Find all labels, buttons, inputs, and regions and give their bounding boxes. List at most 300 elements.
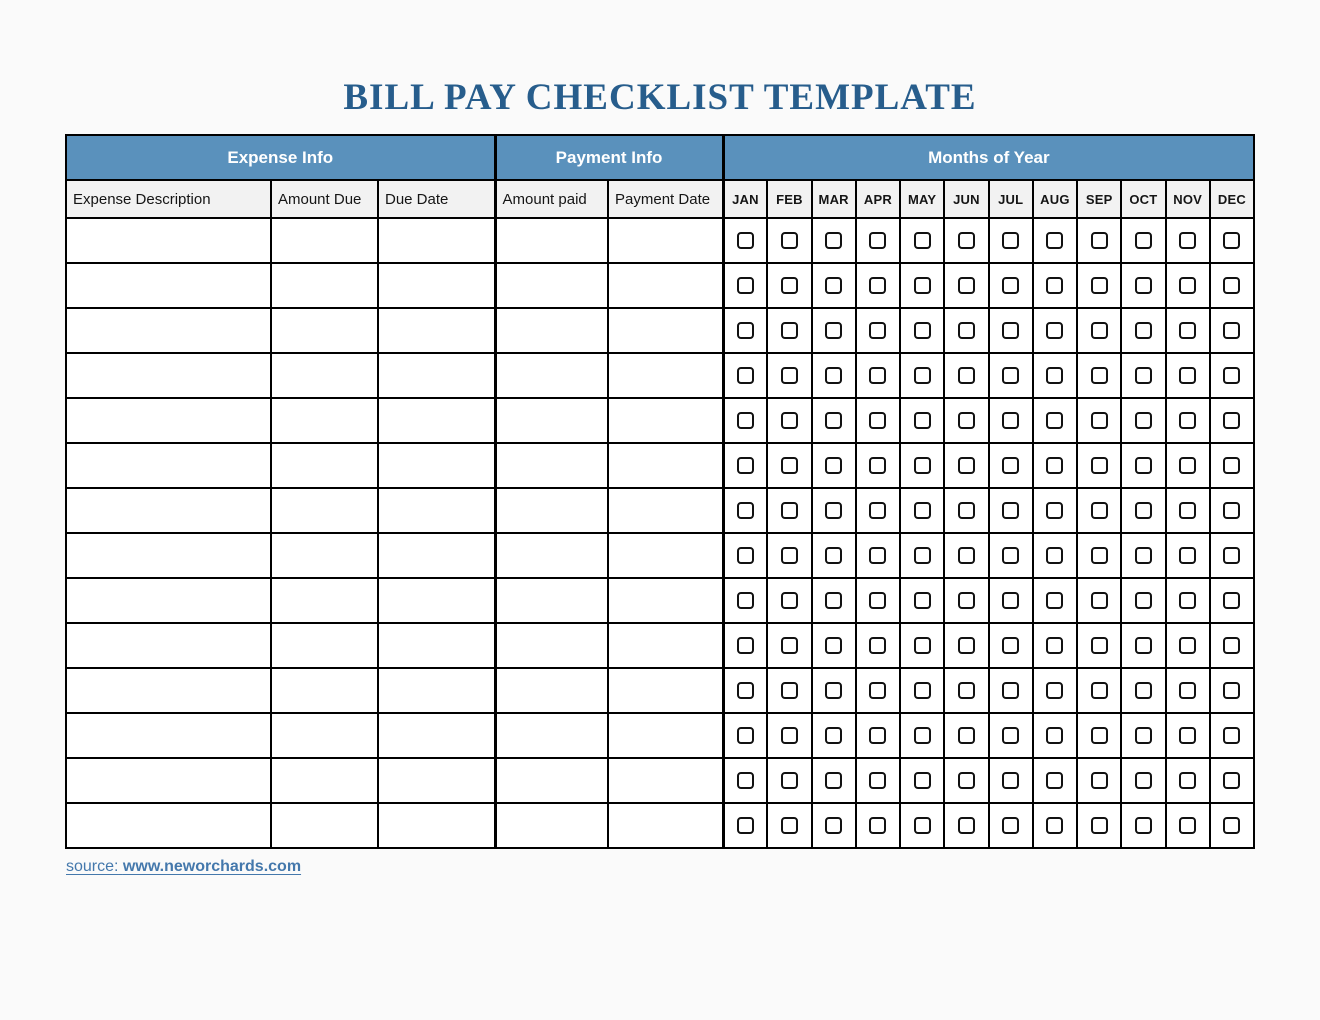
entry-cell-expense-description[interactable]: [66, 533, 271, 578]
checkbox-sep[interactable]: [1091, 277, 1108, 294]
entry-cell-payment-date[interactable]: [608, 218, 723, 263]
checkbox-jan[interactable]: [737, 367, 754, 384]
checkbox-jul[interactable]: [1002, 592, 1019, 609]
checkbox-oct[interactable]: [1135, 682, 1152, 699]
checkbox-may[interactable]: [914, 502, 931, 519]
checkbox-nov[interactable]: [1179, 367, 1196, 384]
entry-cell-payment-date[interactable]: [608, 533, 723, 578]
checkbox-oct[interactable]: [1135, 817, 1152, 834]
month-cell-mar: [812, 533, 856, 578]
entry-cell-due-date[interactable]: [378, 533, 495, 578]
checkbox-jul[interactable]: [1002, 457, 1019, 474]
entry-cell-amount-due[interactable]: [271, 488, 378, 533]
month-cell-feb: [767, 668, 811, 713]
month-cell-may: [900, 803, 944, 848]
month-cell-sep: [1077, 578, 1121, 623]
source-line: [66, 858, 1320, 876]
entry-cell-due-date[interactable]: [378, 668, 495, 713]
checkbox-oct[interactable]: [1135, 637, 1152, 654]
month-cell-apr: [856, 623, 900, 668]
checkbox-sep[interactable]: [1091, 772, 1108, 789]
checkbox-oct[interactable]: [1135, 412, 1152, 429]
entry-cell-amount-due[interactable]: [271, 623, 378, 668]
entry-cell-payment-date[interactable]: [608, 668, 723, 713]
entry-cell-amount-due[interactable]: [271, 263, 378, 308]
checkbox-jan[interactable]: [737, 547, 754, 564]
checkbox-jul[interactable]: [1002, 727, 1019, 744]
checkbox-mar[interactable]: [825, 367, 842, 384]
checkbox-nov[interactable]: [1179, 277, 1196, 294]
entry-cell-amount-paid[interactable]: [495, 578, 608, 623]
month-cell-jul: [989, 803, 1033, 848]
checkbox-feb[interactable]: [781, 367, 798, 384]
checkbox-feb[interactable]: [781, 457, 798, 474]
month-cell-may: [900, 398, 944, 443]
checkbox-nov[interactable]: [1179, 457, 1196, 474]
source-link[interactable]: [66, 858, 301, 875]
checkbox-jul[interactable]: [1002, 367, 1019, 384]
checkbox-feb[interactable]: [781, 547, 798, 564]
checkbox-may[interactable]: [914, 637, 931, 654]
month-cell-feb: [767, 218, 811, 263]
checkbox-sep[interactable]: [1091, 232, 1108, 249]
entry-cell-due-date[interactable]: [378, 398, 495, 443]
column-header-expense-description: Expense Description: [66, 180, 271, 218]
checkbox-feb[interactable]: [781, 682, 798, 699]
month-cell-aug: [1033, 398, 1077, 443]
entry-cell-expense-description[interactable]: [66, 398, 271, 443]
month-cell-dec: [1210, 533, 1254, 578]
checkbox-may[interactable]: [914, 232, 931, 249]
checkbox-aug[interactable]: [1046, 817, 1063, 834]
column-header-dec: DEC: [1210, 180, 1254, 218]
checkbox-sep[interactable]: [1091, 727, 1108, 744]
checkbox-jan[interactable]: [737, 322, 754, 339]
entry-cell-amount-paid[interactable]: [495, 803, 608, 848]
checkbox-jun[interactable]: [958, 727, 975, 744]
entry-cell-amount-paid[interactable]: [495, 263, 608, 308]
month-cell-oct: [1121, 308, 1165, 353]
entry-cell-amount-paid[interactable]: [495, 668, 608, 713]
month-cell-mar: [812, 263, 856, 308]
checkbox-jun[interactable]: [958, 367, 975, 384]
entry-cell-expense-description[interactable]: [66, 623, 271, 668]
table-row: [66, 218, 1254, 263]
checkbox-aug[interactable]: [1046, 727, 1063, 744]
checkbox-jan[interactable]: [737, 772, 754, 789]
month-cell-jun: [944, 623, 988, 668]
checkbox-jul[interactable]: [1002, 547, 1019, 564]
checkbox-feb[interactable]: [781, 277, 798, 294]
checkbox-may[interactable]: [914, 322, 931, 339]
entry-cell-amount-due[interactable]: [271, 713, 378, 758]
checkbox-jun[interactable]: [958, 412, 975, 429]
checkbox-jun[interactable]: [958, 592, 975, 609]
checkbox-apr[interactable]: [869, 547, 886, 564]
checkbox-jul[interactable]: [1002, 232, 1019, 249]
entry-cell-payment-date[interactable]: [608, 578, 723, 623]
entry-cell-amount-paid[interactable]: [495, 488, 608, 533]
entry-cell-amount-paid[interactable]: [495, 353, 608, 398]
checkbox-feb[interactable]: [781, 412, 798, 429]
entry-cell-due-date[interactable]: [378, 353, 495, 398]
entry-cell-amount-due[interactable]: [271, 533, 378, 578]
entry-cell-payment-date[interactable]: [608, 353, 723, 398]
checkbox-jun[interactable]: [958, 547, 975, 564]
month-cell-oct: [1121, 488, 1165, 533]
checkbox-jul[interactable]: [1002, 772, 1019, 789]
entry-cell-amount-due[interactable]: [271, 803, 378, 848]
month-cell-nov: [1166, 488, 1210, 533]
checkbox-feb[interactable]: [781, 727, 798, 744]
checkbox-dec[interactable]: [1223, 772, 1240, 789]
checkbox-jun[interactable]: [958, 637, 975, 654]
checkbox-jan[interactable]: [737, 592, 754, 609]
checkbox-mar[interactable]: [825, 232, 842, 249]
checkbox-feb[interactable]: [781, 772, 798, 789]
checkbox-nov[interactable]: [1179, 502, 1196, 519]
month-cell-feb: [767, 758, 811, 803]
checkbox-dec[interactable]: [1223, 817, 1240, 834]
checkbox-oct[interactable]: [1135, 277, 1152, 294]
month-cell-sep: [1077, 353, 1121, 398]
entry-cell-amount-due[interactable]: [271, 398, 378, 443]
checkbox-aug[interactable]: [1046, 592, 1063, 609]
checkbox-sep[interactable]: [1091, 502, 1108, 519]
checkbox-jan[interactable]: [737, 817, 754, 834]
month-cell-jun: [944, 218, 988, 263]
entry-cell-expense-description[interactable]: [66, 308, 271, 353]
column-header-amount-due: Amount Due: [271, 180, 378, 218]
checkbox-jan[interactable]: [737, 727, 754, 744]
month-cell-apr: [856, 443, 900, 488]
checkbox-aug[interactable]: [1046, 367, 1063, 384]
checkbox-nov[interactable]: [1179, 412, 1196, 429]
checkbox-sep[interactable]: [1091, 457, 1108, 474]
checkbox-jul[interactable]: [1002, 637, 1019, 654]
checkbox-aug[interactable]: [1046, 547, 1063, 564]
entry-cell-amount-due[interactable]: [271, 353, 378, 398]
checkbox-may[interactable]: [914, 547, 931, 564]
month-cell-jan: [723, 758, 767, 803]
checkbox-feb[interactable]: [781, 232, 798, 249]
entry-cell-amount-due[interactable]: [271, 578, 378, 623]
checkbox-may[interactable]: [914, 682, 931, 699]
checkbox-aug[interactable]: [1046, 682, 1063, 699]
entry-cell-amount-due[interactable]: [271, 308, 378, 353]
column-header-amount-paid: Amount paid: [495, 180, 608, 218]
checkbox-jun[interactable]: [958, 277, 975, 294]
entry-cell-expense-description[interactable]: [66, 578, 271, 623]
month-cell-jan: [723, 218, 767, 263]
entry-cell-expense-description[interactable]: [66, 713, 271, 758]
checkbox-jul[interactable]: [1002, 412, 1019, 429]
checkbox-sep[interactable]: [1091, 682, 1108, 699]
checkbox-dec[interactable]: [1223, 637, 1240, 654]
month-cell-nov: [1166, 623, 1210, 668]
month-cell-oct: [1121, 623, 1165, 668]
checkbox-may[interactable]: [914, 277, 931, 294]
checkbox-oct[interactable]: [1135, 547, 1152, 564]
entry-cell-payment-date[interactable]: [608, 713, 723, 758]
month-cell-oct: [1121, 533, 1165, 578]
month-cell-jan: [723, 533, 767, 578]
entry-cell-amount-paid[interactable]: [495, 713, 608, 758]
month-cell-jun: [944, 398, 988, 443]
entry-cell-payment-date[interactable]: [608, 488, 723, 533]
entry-cell-amount-paid[interactable]: [495, 533, 608, 578]
entry-cell-payment-date[interactable]: [608, 623, 723, 668]
checkbox-apr[interactable]: [869, 412, 886, 429]
checkbox-apr[interactable]: [869, 502, 886, 519]
checkbox-apr[interactable]: [869, 322, 886, 339]
checkbox-dec[interactable]: [1223, 727, 1240, 744]
checkbox-dec[interactable]: [1223, 502, 1240, 519]
checkbox-jun[interactable]: [958, 817, 975, 834]
checkbox-mar[interactable]: [825, 547, 842, 564]
entry-cell-due-date[interactable]: [378, 578, 495, 623]
month-cell-may: [900, 488, 944, 533]
entry-cell-payment-date[interactable]: [608, 308, 723, 353]
page-title: BILL PAY CHECKLIST TEMPLATE: [343, 77, 977, 118]
checkbox-jun[interactable]: [958, 457, 975, 474]
checkbox-jul[interactable]: [1002, 502, 1019, 519]
month-cell-jun: [944, 488, 988, 533]
checkbox-mar[interactable]: [825, 817, 842, 834]
checkbox-sep[interactable]: [1091, 592, 1108, 609]
checkbox-jan[interactable]: [737, 637, 754, 654]
month-cell-aug: [1033, 758, 1077, 803]
checkbox-jan[interactable]: [737, 682, 754, 699]
entry-cell-due-date[interactable]: [378, 488, 495, 533]
checkbox-mar[interactable]: [825, 772, 842, 789]
entry-cell-amount-paid[interactable]: [495, 398, 608, 443]
entry-cell-due-date[interactable]: [378, 758, 495, 803]
checkbox-aug[interactable]: [1046, 322, 1063, 339]
checkbox-dec[interactable]: [1223, 412, 1240, 429]
checkbox-feb[interactable]: [781, 322, 798, 339]
month-cell-feb: [767, 488, 811, 533]
checkbox-apr[interactable]: [869, 772, 886, 789]
checkbox-mar[interactable]: [825, 457, 842, 474]
entry-cell-expense-description[interactable]: [66, 758, 271, 803]
entry-cell-due-date[interactable]: [378, 713, 495, 758]
month-cell-nov: [1166, 218, 1210, 263]
entry-cell-amount-paid[interactable]: [495, 443, 608, 488]
checkbox-mar[interactable]: [825, 727, 842, 744]
entry-cell-expense-description[interactable]: [66, 443, 271, 488]
checkbox-aug[interactable]: [1046, 502, 1063, 519]
entry-cell-payment-date[interactable]: [608, 443, 723, 488]
table-row: [66, 308, 1254, 353]
checkbox-oct[interactable]: [1135, 502, 1152, 519]
entry-cell-payment-date[interactable]: [608, 758, 723, 803]
entry-cell-expense-description[interactable]: [66, 218, 271, 263]
checkbox-dec[interactable]: [1223, 367, 1240, 384]
checkbox-may[interactable]: [914, 457, 931, 474]
column-header-feb: FEB: [767, 180, 811, 218]
group-header-months-of-year: Months of Year: [723, 135, 1254, 180]
entry-cell-due-date[interactable]: [378, 263, 495, 308]
month-cell-jan: [723, 713, 767, 758]
column-header-nov: NOV: [1166, 180, 1210, 218]
checkbox-sep[interactable]: [1091, 322, 1108, 339]
month-cell-aug: [1033, 308, 1077, 353]
checkbox-jan[interactable]: [737, 412, 754, 429]
entry-cell-payment-date[interactable]: [608, 803, 723, 848]
checkbox-jan[interactable]: [737, 502, 754, 519]
checkbox-nov[interactable]: [1179, 322, 1196, 339]
entry-cell-amount-paid[interactable]: [495, 623, 608, 668]
checkbox-nov[interactable]: [1179, 727, 1196, 744]
month-cell-aug: [1033, 623, 1077, 668]
column-header-row: [66, 180, 1254, 218]
checkbox-feb[interactable]: [781, 592, 798, 609]
month-cell-apr: [856, 488, 900, 533]
checkbox-nov[interactable]: [1179, 592, 1196, 609]
entry-cell-expense-description[interactable]: [66, 803, 271, 848]
entry-cell-expense-description[interactable]: [66, 353, 271, 398]
entry-cell-payment-date[interactable]: [608, 398, 723, 443]
checkbox-mar[interactable]: [825, 637, 842, 654]
checkbox-sep[interactable]: [1091, 637, 1108, 654]
month-cell-jan: [723, 488, 767, 533]
month-cell-mar: [812, 308, 856, 353]
checkbox-mar[interactable]: [825, 592, 842, 609]
checkbox-feb[interactable]: [781, 817, 798, 834]
checkbox-nov[interactable]: [1179, 772, 1196, 789]
checkbox-jun[interactable]: [958, 322, 975, 339]
checkbox-apr[interactable]: [869, 817, 886, 834]
month-cell-mar: [812, 758, 856, 803]
entry-cell-amount-paid[interactable]: [495, 758, 608, 803]
checkbox-apr[interactable]: [869, 232, 886, 249]
checkbox-jun[interactable]: [958, 232, 975, 249]
checkbox-aug[interactable]: [1046, 277, 1063, 294]
checkbox-oct[interactable]: [1135, 232, 1152, 249]
checkbox-jan[interactable]: [737, 457, 754, 474]
checkbox-dec[interactable]: [1223, 592, 1240, 609]
entry-cell-amount-due[interactable]: [271, 758, 378, 803]
month-cell-jul: [989, 623, 1033, 668]
checkbox-dec[interactable]: [1223, 682, 1240, 699]
checkbox-nov[interactable]: [1179, 232, 1196, 249]
entry-cell-expense-description[interactable]: [66, 263, 271, 308]
month-cell-jun: [944, 668, 988, 713]
checkbox-dec[interactable]: [1223, 547, 1240, 564]
checkbox-may[interactable]: [914, 412, 931, 429]
checkbox-jul[interactable]: [1002, 322, 1019, 339]
checkbox-jul[interactable]: [1002, 277, 1019, 294]
checkbox-jan[interactable]: [737, 277, 754, 294]
checkbox-feb[interactable]: [781, 637, 798, 654]
checkbox-mar[interactable]: [825, 277, 842, 294]
checkbox-feb[interactable]: [781, 502, 798, 519]
entry-cell-due-date[interactable]: [378, 623, 495, 668]
checkbox-oct[interactable]: [1135, 592, 1152, 609]
month-cell-aug: [1033, 578, 1077, 623]
checkbox-mar[interactable]: [825, 682, 842, 699]
month-cell-apr: [856, 713, 900, 758]
entry-cell-amount-due[interactable]: [271, 668, 378, 713]
checkbox-nov[interactable]: [1179, 637, 1196, 654]
checkbox-dec[interactable]: [1223, 457, 1240, 474]
checkbox-oct[interactable]: [1135, 457, 1152, 474]
checkbox-sep[interactable]: [1091, 367, 1108, 384]
checkbox-jun[interactable]: [958, 772, 975, 789]
checkbox-dec[interactable]: [1223, 322, 1240, 339]
checkbox-apr[interactable]: [869, 637, 886, 654]
checkbox-sep[interactable]: [1091, 547, 1108, 564]
checkbox-apr[interactable]: [869, 592, 886, 609]
checkbox-aug[interactable]: [1046, 412, 1063, 429]
checkbox-apr[interactable]: [869, 367, 886, 384]
entry-cell-amount-paid[interactable]: [495, 308, 608, 353]
checkbox-jun[interactable]: [958, 682, 975, 699]
checkbox-aug[interactable]: [1046, 772, 1063, 789]
month-cell-nov: [1166, 758, 1210, 803]
checkbox-aug[interactable]: [1046, 637, 1063, 654]
checkbox-apr[interactable]: [869, 682, 886, 699]
checkbox-dec[interactable]: [1223, 277, 1240, 294]
entry-cell-due-date[interactable]: [378, 308, 495, 353]
checkbox-aug[interactable]: [1046, 457, 1063, 474]
checkbox-may[interactable]: [914, 367, 931, 384]
checkbox-jun[interactable]: [958, 502, 975, 519]
checkbox-aug[interactable]: [1046, 232, 1063, 249]
checkbox-dec[interactable]: [1223, 232, 1240, 249]
checkbox-may[interactable]: [914, 592, 931, 609]
checkbox-jul[interactable]: [1002, 682, 1019, 699]
entry-cell-due-date[interactable]: [378, 218, 495, 263]
month-cell-sep: [1077, 443, 1121, 488]
checkbox-jan[interactable]: [737, 232, 754, 249]
checkbox-may[interactable]: [914, 817, 931, 834]
entry-cell-payment-date[interactable]: [608, 263, 723, 308]
entry-cell-amount-due[interactable]: [271, 218, 378, 263]
month-cell-mar: [812, 443, 856, 488]
entry-cell-due-date[interactable]: [378, 803, 495, 848]
checkbox-sep[interactable]: [1091, 817, 1108, 834]
entry-cell-amount-due[interactable]: [271, 443, 378, 488]
checkbox-nov[interactable]: [1179, 682, 1196, 699]
month-cell-oct: [1121, 398, 1165, 443]
entry-cell-expense-description[interactable]: [66, 488, 271, 533]
checkbox-apr[interactable]: [869, 457, 886, 474]
checkbox-oct[interactable]: [1135, 727, 1152, 744]
checkbox-sep[interactable]: [1091, 412, 1108, 429]
checkbox-may[interactable]: [914, 727, 931, 744]
checkbox-oct[interactable]: [1135, 367, 1152, 384]
checkbox-mar[interactable]: [825, 502, 842, 519]
month-cell-sep: [1077, 713, 1121, 758]
checkbox-apr[interactable]: [869, 727, 886, 744]
checkbox-jul[interactable]: [1002, 817, 1019, 834]
checkbox-nov[interactable]: [1179, 817, 1196, 834]
month-cell-aug: [1033, 533, 1077, 578]
entry-cell-due-date[interactable]: [378, 443, 495, 488]
entry-cell-expense-description[interactable]: [66, 668, 271, 713]
checkbox-mar[interactable]: [825, 412, 842, 429]
checkbox-oct[interactable]: [1135, 322, 1152, 339]
month-cell-apr: [856, 758, 900, 803]
entry-cell-amount-paid[interactable]: [495, 218, 608, 263]
checkbox-nov[interactable]: [1179, 547, 1196, 564]
checkbox-oct[interactable]: [1135, 772, 1152, 789]
checkbox-mar[interactable]: [825, 322, 842, 339]
checkbox-apr[interactable]: [869, 277, 886, 294]
checkbox-may[interactable]: [914, 772, 931, 789]
